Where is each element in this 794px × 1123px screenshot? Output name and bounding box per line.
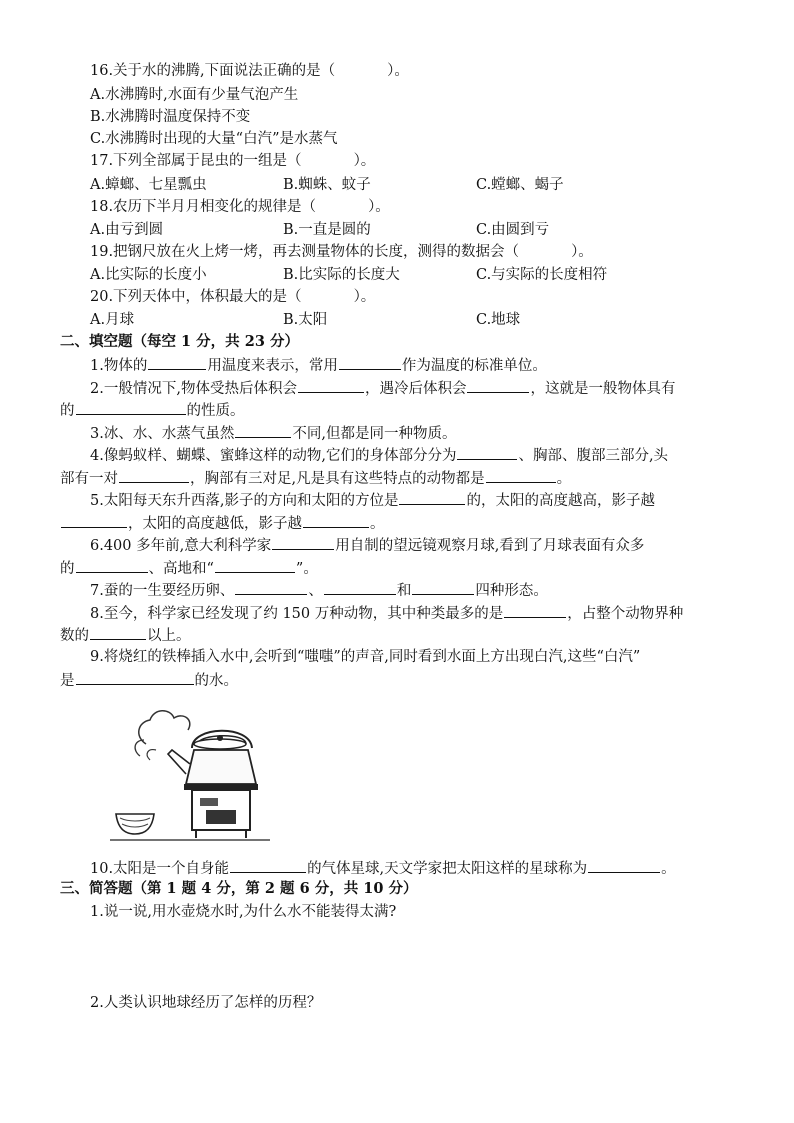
fill-blank[interactable] [90,623,146,640]
q20-option-a: A.月球 [90,312,135,328]
q19-option-c: C.与实际的长度相符 [476,267,608,283]
q18-option-b: B.一直是圆的 [283,222,371,238]
q19-options [0,264,794,286]
fill-blank[interactable] [457,443,517,460]
question-20-stem: 20.下列天体中，体积最大的是（ ）。 [90,289,376,305]
section-3-title: 三、简答题（第 1 题 4 分，第 2 题 6 分，共 10 分） [60,880,418,897]
fill-blank[interactable] [235,578,307,595]
fill-blank[interactable] [230,856,306,873]
fill-5: 5.太阳每天东升西落,影子的方向和太阳的方位是 的，太阳的高度越高，影子越 [90,488,655,510]
q16-option-a: A.水沸腾时,水面有少量气泡产生 [90,87,299,103]
fill-blank[interactable] [399,488,465,505]
q19-option-b: B.比实际的长度大 [283,267,400,283]
q16-option-b: B.水沸腾时温度保持不变 [90,109,251,125]
fill-10: 10.太阳是一个自身能 的气体星球,天文学家把太阳这样的星球称为 。 [90,856,676,878]
fill-blank[interactable] [76,398,186,415]
fill-4-cont: 部有一对 ，胸部有三对足,凡是具有这些特点的动物都是 。 [60,466,571,488]
q16-option-c: C.水沸腾时出现的大量“白汽”是水蒸气 [90,131,338,147]
q17-option-a: A.蟑螂、七星瓢虫 [90,177,207,193]
fill-8: 8.至今，科学家已经发现了约 150 万种动物，其中种类最多的是 ，占整个动物界种 [90,601,683,623]
fill-blank[interactable] [486,466,556,483]
fill-blank[interactable] [61,511,127,528]
fill-blank[interactable] [339,353,401,370]
q20-options [0,309,794,331]
fill-8-cont: 数的 以上。 [60,623,191,645]
fill-blank[interactable] [303,511,369,528]
fill-blank[interactable] [298,376,364,393]
fill-blank[interactable] [76,556,148,573]
fill-blank[interactable] [272,533,334,550]
short-answer-1: 1.说一说,用水壶烧水时,为什么水不能装得太满? [90,904,397,920]
section-2-title: 二、填空题（每空 1 分，共 23 分） [60,333,299,350]
q18-option-c: C.由圆到亏 [476,222,550,238]
fill-6: 6.400 多年前,意大利科学家 用自制的望远镜观察月球,看到了月球表面有众多 [90,533,644,555]
fill-9: 9.将烧红的铁棒插入水中,会听到“嗤嗤”的声音,同时看到水面上方出现白汽,这些“白汽” [90,649,641,665]
fill-5-cont: ，太阳的高度越低，影子越 。 [60,511,385,533]
fill-2-cont: 的 的性质。 [60,398,245,420]
fill-blank[interactable] [504,601,566,618]
q20-option-b: B.太阳 [283,312,328,328]
fill-1: 1.物体的 用温度来表示，常用 作为温度的标准单位。 [90,353,547,375]
q20-option-c: C.地球 [476,312,521,328]
fill-blank[interactable] [324,578,396,595]
fill-blank[interactable] [148,353,206,370]
question-18-stem: 18.农历下半月月相变化的规律是（ ）。 [90,199,390,215]
q18-options [0,219,794,241]
q17-option-b: B.蜘蛛、蚊子 [283,177,371,193]
fill-blank[interactable] [76,668,194,685]
fill-2: 2.一般情况下,物体受热后体积会 ，遇冷后体积会 ，这就是一般物体具有 [90,376,675,398]
fill-blank[interactable] [412,578,474,595]
fill-blank[interactable] [119,466,189,483]
question-16-stem: 16.关于水的沸腾,下面说法正确的是（ ）。 [90,63,409,79]
fill-blank[interactable] [215,556,295,573]
fill-blank[interactable] [235,421,291,438]
q19-option-a: A.比实际的长度小 [90,267,207,283]
fill-3: 3.冰、水、水蒸气虽然 不同,但都是同一种物质。 [90,421,456,443]
fill-7: 7.蚕的一生要经历卵、 、 和 四种形态。 [90,578,548,600]
kettle-on-stove-illustration [110,700,270,850]
question-19-stem: 19.把钢尺放在火上烤一烤，再去测量物体的长度，测得的数据会（ ）。 [90,244,593,260]
fill-blank[interactable] [588,856,660,873]
short-answer-2: 2.人类认识地球经历了怎样的历程？ [90,995,322,1011]
fill-4: 4.像蚂蚁样、蝴蝶、蜜蜂这样的动物,它们的身体部分分为 、胸部、腹部三部分,头 [90,443,668,465]
fill-9-cont: 是 的水。 [60,668,238,690]
q18-option-a: A.由亏到圆 [90,222,164,238]
question-17-stem: 17.下列全部属于昆虫的一组是（ ）。 [90,153,376,169]
fill-6-cont: 的 、高地和“ ”。 [60,556,318,578]
fill-blank[interactable] [467,376,529,393]
q17-option-c: C.螳螂、蝎子 [476,177,564,193]
q17-options [0,174,794,196]
